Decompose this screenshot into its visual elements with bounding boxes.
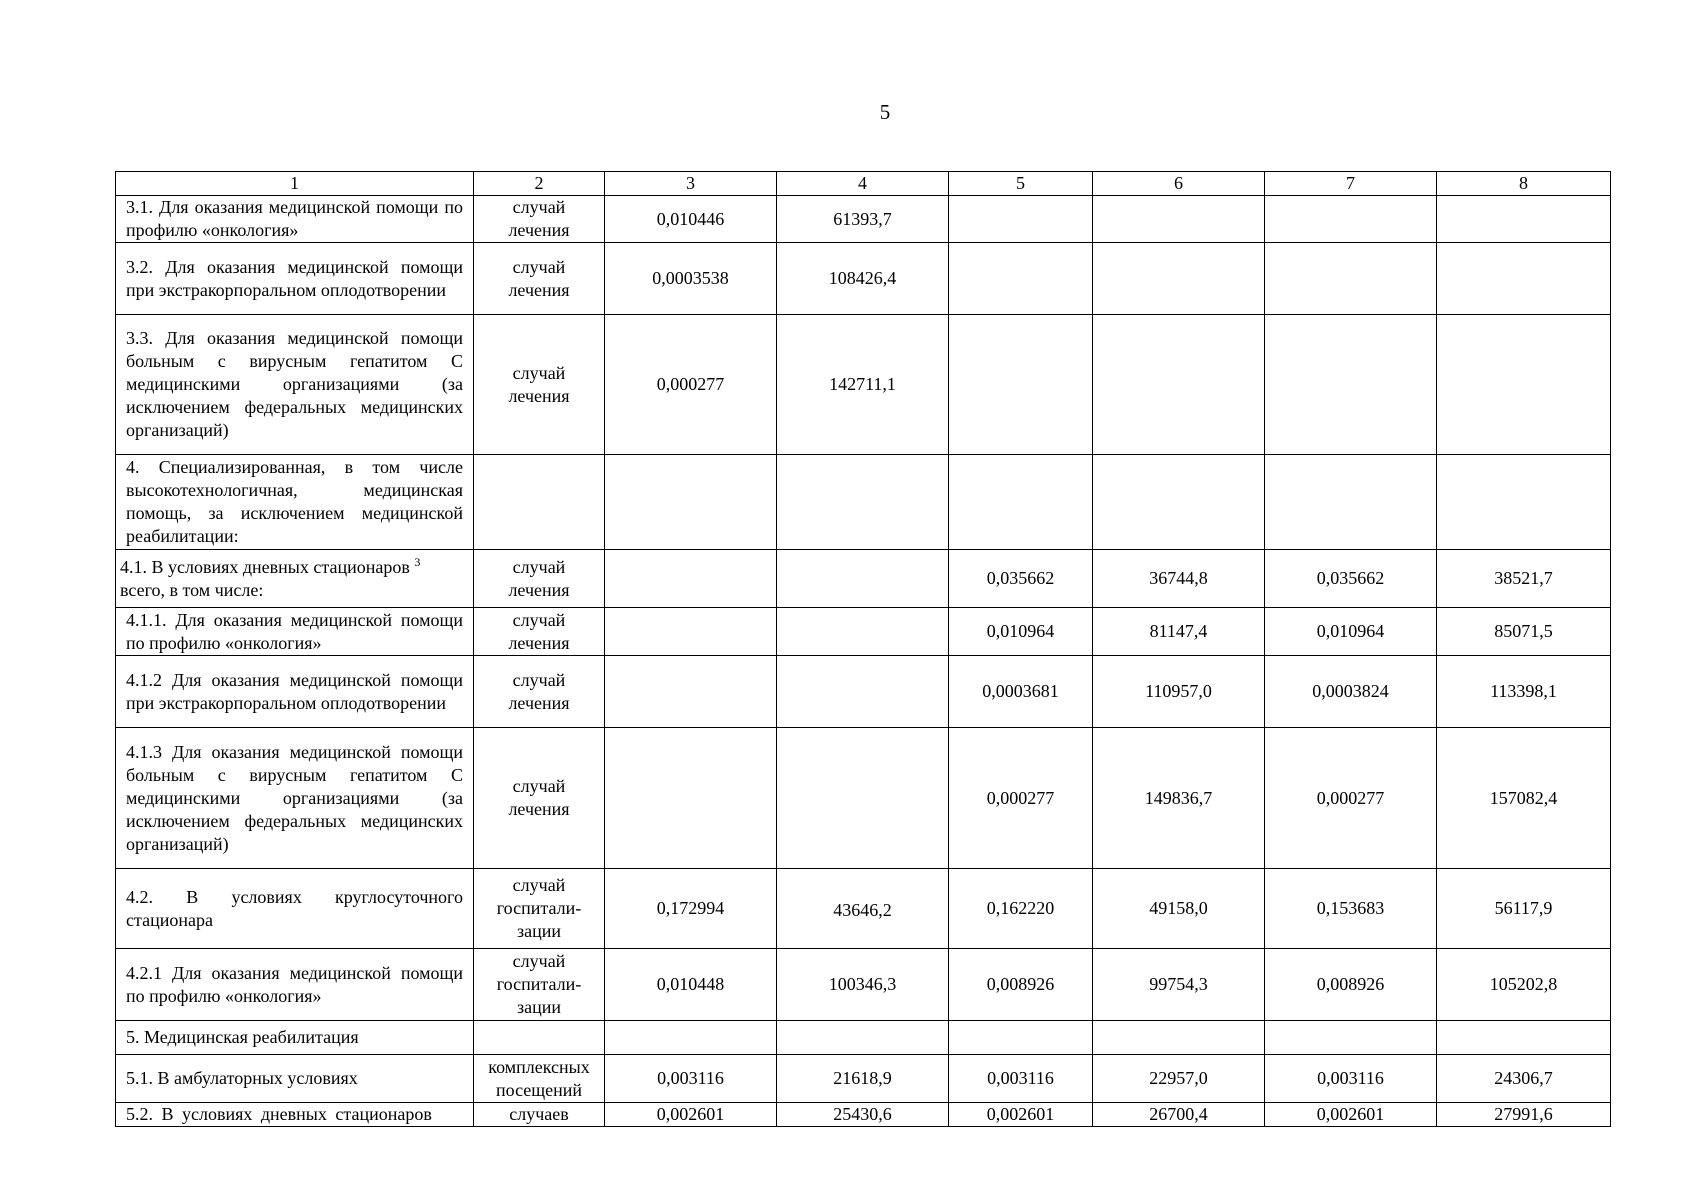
row-label: 5. Медицинская реабилитация <box>116 1021 474 1055</box>
value-cell: 38521,7 <box>1437 550 1611 608</box>
value-cell <box>777 1021 949 1055</box>
value-cell: 0,010964 <box>949 608 1093 656</box>
table-row <box>116 1103 1611 1127</box>
value-cell: 0,0003824 <box>1265 656 1437 728</box>
value-cell <box>777 608 949 656</box>
value-cell <box>1265 315 1437 455</box>
row-label: 3.3. Для оказания медицинской помощи больным с вирусным гепатитом С медицинскими организациями (за исключением федеральных медицинских организаций) <box>116 315 474 455</box>
value-cell: 0,002601 <box>605 1103 777 1127</box>
column-header: 7 <box>1265 172 1437 196</box>
table-row <box>116 949 1611 1021</box>
value-cell <box>777 455 949 550</box>
column-header: 4 <box>777 172 949 196</box>
unit-cell: случай лечения <box>474 728 605 869</box>
unit-cell <box>474 1021 605 1055</box>
footnote-marker: 3 <box>414 554 421 569</box>
value-cell <box>777 728 949 869</box>
row-label-tail: всего, в том числе: <box>120 579 264 600</box>
row-label: 3.2. Для оказания медицинской помощи при экстракорпоральном оплодотворении <box>116 243 474 315</box>
row-label-text: 4.1. В условиях дневных стационаров <box>120 556 410 577</box>
row-label: 4.2. В условиях круглосуточного стационара <box>116 869 474 949</box>
value-cell <box>1265 1021 1437 1055</box>
value-cell: 113398,1 <box>1437 656 1611 728</box>
value-cell: 25430,6 <box>777 1103 949 1127</box>
table-row <box>116 608 1611 656</box>
value-cell: 99754,3 <box>1093 949 1265 1021</box>
unit-cell <box>474 455 605 550</box>
value-cell: 43646,2 <box>777 869 949 949</box>
value-cell: 0,003116 <box>605 1055 777 1103</box>
table-row <box>116 550 1611 608</box>
value-cell: 108426,4 <box>777 243 949 315</box>
value-cell: 0,035662 <box>1265 550 1437 608</box>
value-cell <box>949 196 1093 243</box>
value-cell: 0,008926 <box>1265 949 1437 1021</box>
table-row <box>116 869 1611 949</box>
value-cell <box>777 550 949 608</box>
page-number: 5 <box>879 100 891 124</box>
unit-cell: случай лечения <box>474 243 605 315</box>
value-cell: 0,002601 <box>949 1103 1093 1127</box>
value-cell <box>1437 455 1611 550</box>
value-cell: 0,003116 <box>949 1055 1093 1103</box>
table-row <box>116 243 1611 315</box>
value-cell: 110957,0 <box>1093 656 1265 728</box>
value-cell <box>605 728 777 869</box>
value-cell <box>949 455 1093 550</box>
column-header: 1 <box>116 172 474 196</box>
value-cell: 0,008926 <box>949 949 1093 1021</box>
value-cell <box>1093 315 1265 455</box>
unit-cell: случай лечения <box>474 656 605 728</box>
column-header: 5 <box>949 172 1093 196</box>
unit-cell: случай госпитали-зации <box>474 949 605 1021</box>
unit-cell: случай лечения <box>474 608 605 656</box>
value-cell <box>777 656 949 728</box>
value-cell <box>1093 455 1265 550</box>
value-cell <box>605 608 777 656</box>
table-row <box>116 455 1611 550</box>
value-cell: 0,0003681 <box>949 656 1093 728</box>
value-cell: 0,035662 <box>949 550 1093 608</box>
value-cell <box>1265 196 1437 243</box>
row-label: 4. Специализированная, в том числе высокотехнологичная, медицинская помощь, за исключением медицинской реабилитации: <box>116 455 474 550</box>
row-label: 5.1. В амбулаторных условиях <box>116 1055 474 1103</box>
value-cell <box>949 243 1093 315</box>
table-row <box>116 728 1611 869</box>
table-row <box>116 196 1611 243</box>
value-cell: 0,000277 <box>1265 728 1437 869</box>
value-cell <box>1437 315 1611 455</box>
value-cell: 100346,3 <box>777 949 949 1021</box>
column-header: 2 <box>474 172 605 196</box>
row-label: 4.1.2 Для оказания медицинской помощи при экстракорпоральном оплодотворении <box>116 656 474 728</box>
value-cell: 149836,7 <box>1093 728 1265 869</box>
table-row <box>116 656 1611 728</box>
value-cell: 0,172994 <box>605 869 777 949</box>
row-label: 4.1.3 Для оказания медицинской помощи больным с вирусным гепатитом С медицинскими организациями (за исключением федеральных медицинских организаций) <box>116 728 474 869</box>
indicators-table <box>115 171 1611 1127</box>
value-cell: 0,000277 <box>605 315 777 455</box>
value-cell <box>1437 196 1611 243</box>
value-cell: 157082,4 <box>1437 728 1611 869</box>
value-cell: 85071,5 <box>1437 608 1611 656</box>
row-label: 5.2. В условиях дневных стационаров <box>116 1103 474 1127</box>
value-cell <box>605 550 777 608</box>
row-label: 3.1. Для оказания медицинской помощи по профилю «онкология» <box>116 196 474 243</box>
value-cell <box>1437 243 1611 315</box>
value-cell: 0,010964 <box>1265 608 1437 656</box>
value-cell: 0,010448 <box>605 949 777 1021</box>
column-header: 3 <box>605 172 777 196</box>
value-cell <box>1093 1021 1265 1055</box>
value-cell <box>605 1021 777 1055</box>
column-header: 6 <box>1093 172 1265 196</box>
value-cell <box>1265 455 1437 550</box>
value-cell <box>1093 243 1265 315</box>
value-cell: 0,153683 <box>1265 869 1437 949</box>
value-cell: 0,002601 <box>1265 1103 1437 1127</box>
value-cell: 61393,7 <box>777 196 949 243</box>
value-cell <box>1437 1021 1611 1055</box>
value-cell <box>1093 196 1265 243</box>
table-row <box>116 1055 1611 1103</box>
value-cell: 27991,6 <box>1437 1103 1611 1127</box>
value-cell: 0,000277 <box>949 728 1093 869</box>
value-cell: 56117,9 <box>1437 869 1611 949</box>
value-cell: 49158,0 <box>1093 869 1265 949</box>
value-cell: 21618,9 <box>777 1055 949 1103</box>
value-cell: 0,162220 <box>949 869 1093 949</box>
value-cell <box>605 656 777 728</box>
unit-cell: случай лечения <box>474 196 605 243</box>
table-header-row <box>116 172 1611 196</box>
value-cell: 24306,7 <box>1437 1055 1611 1103</box>
value-cell: 105202,8 <box>1437 949 1611 1021</box>
table-row <box>116 1021 1611 1055</box>
unit-cell: случай госпитали-зации <box>474 869 605 949</box>
table-row <box>116 315 1611 455</box>
value-cell: 36744,8 <box>1093 550 1265 608</box>
value-cell <box>1265 243 1437 315</box>
unit-cell: комплексных посещений <box>474 1055 605 1103</box>
value-cell: 142711,1 <box>777 315 949 455</box>
row-label <box>116 550 474 608</box>
value-cell: 26700,4 <box>1093 1103 1265 1127</box>
unit-cell: случаев <box>474 1103 605 1127</box>
unit-cell: случай лечения <box>474 315 605 455</box>
value-cell <box>605 455 777 550</box>
value-cell <box>949 1021 1093 1055</box>
value-cell: 22957,0 <box>1093 1055 1265 1103</box>
value-cell: 0,010446 <box>605 196 777 243</box>
value-cell: 81147,4 <box>1093 608 1265 656</box>
row-label: 4.2.1 Для оказания медицинской помощи по профилю «онкология» <box>116 949 474 1021</box>
value-cell: 0,0003538 <box>605 243 777 315</box>
column-header: 8 <box>1437 172 1611 196</box>
row-label: 4.1.1. Для оказания медицинской помощи по профилю «онкология» <box>116 608 474 656</box>
value-cell: 0,003116 <box>1265 1055 1437 1103</box>
unit-cell: случай лечения <box>474 550 605 608</box>
value-cell <box>949 315 1093 455</box>
